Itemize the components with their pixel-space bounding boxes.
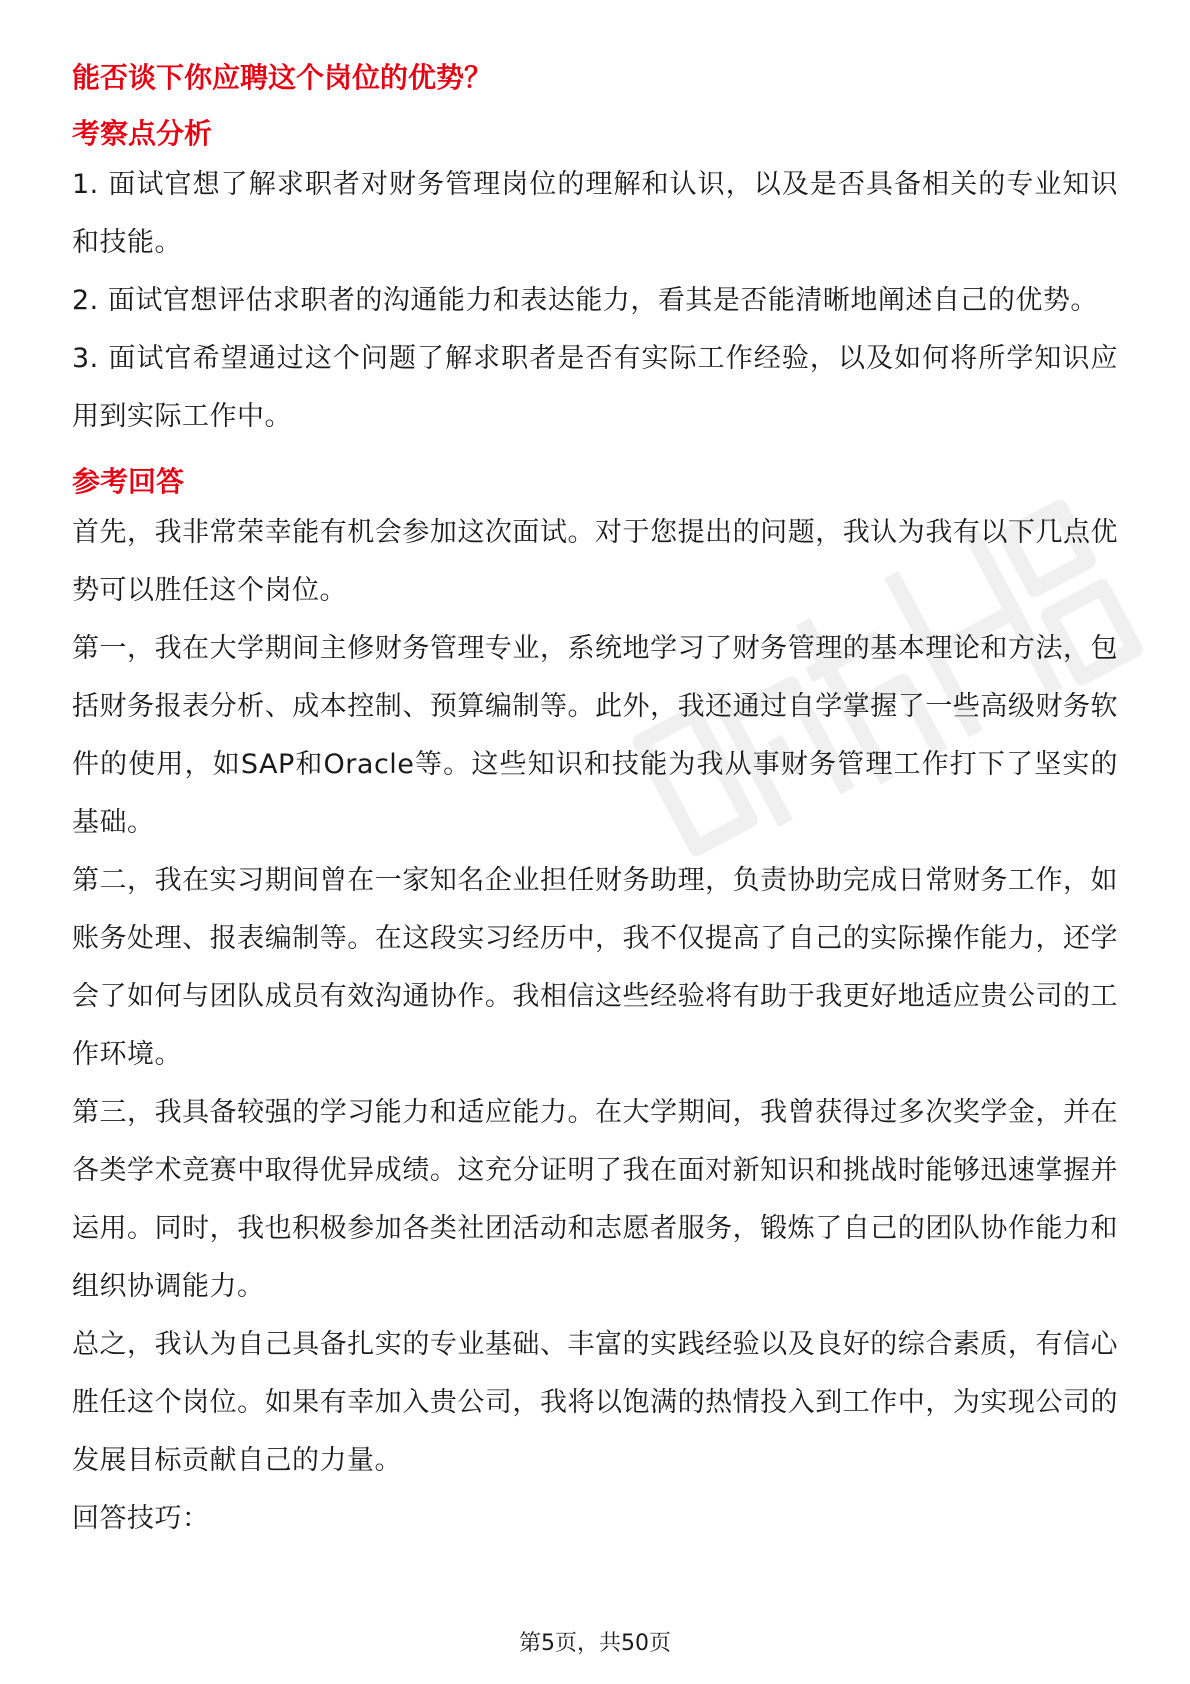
analysis-item: 3. 面试官希望通过这个问题了解求职者是否有实际工作经验，以及如何将所学知识应用到实际工作中。 <box>72 343 1118 432</box>
document-page <box>72 58 1118 1548</box>
tips-label: 回答技巧： <box>72 1503 210 1534</box>
page-footer: 第5页，共50页 <box>519 1631 671 1656</box>
answer-paragraph: 第二，我在实习期间曾在一家知名企业担任财务助理，负责协助完成日常财务工作，如账务处理、报表编制等。在这段实习经历中，我不仅提高了自己的实际操作能力，还学会了如何与团队成员有效沟通协作。我相信这些经验将有助于我更好地适应贵公司的工作环境。 <box>72 865 1118 1070</box>
question-title: 能否谈下你应聘这个岗位的优势？ <box>72 61 493 94</box>
answer-heading: 参考回答 <box>72 465 185 498</box>
analysis-heading: 考察点分析 <box>72 117 213 150</box>
answer-paragraph: 第三，我具备较强的学习能力和适应能力。在大学期间，我曾获得过多次奖学金，并在各类学术竞赛中取得优异成绩。这充分证明了我在面对新知识和挑战时能够迅速掌握并运用。同时，我也积极参加各类社团活动和志愿者服务，锻炼了自己的团队协作能力和组织协调能力。 <box>72 1097 1118 1302</box>
analysis-item: 2. 面试官想评估求职者的沟通能力和表达能力，看其是否能清晰地阐述自己的优势。 <box>72 285 1098 316</box>
answer-body <box>72 504 1118 1548</box>
answer-paragraph: 第一，我在大学期间主修财务管理专业，系统地学习了财务管理的基本理论和方法，包括财务报表分析、成本控制、预算编制等。此外，我还通过自学掌握了一些高级财务软件的使用，如SAP和Oracle等。这些知识和技能为我从事财务管理工作打下了坚实的基础。 <box>72 633 1118 838</box>
analysis-list <box>72 156 1118 446</box>
answer-paragraph: 总之，我认为自己具备扎实的专业基础、丰富的实践经验以及良好的综合素质，有信心胜任这个岗位。如果有幸加入贵公司，我将以饱满的热情投入到工作中，为实现公司的发展目标贡献自己的力量。 <box>72 1329 1118 1476</box>
answer-paragraph: 首先，我非常荣幸能有机会参加这次面试。对于您提出的问题，我认为我有以下几点优势可以胜任这个岗位。 <box>72 517 1118 606</box>
analysis-item: 1. 面试官想了解求职者对财务管理岗位的理解和认识，以及是否具备相关的专业知识和技能。 <box>72 169 1118 258</box>
